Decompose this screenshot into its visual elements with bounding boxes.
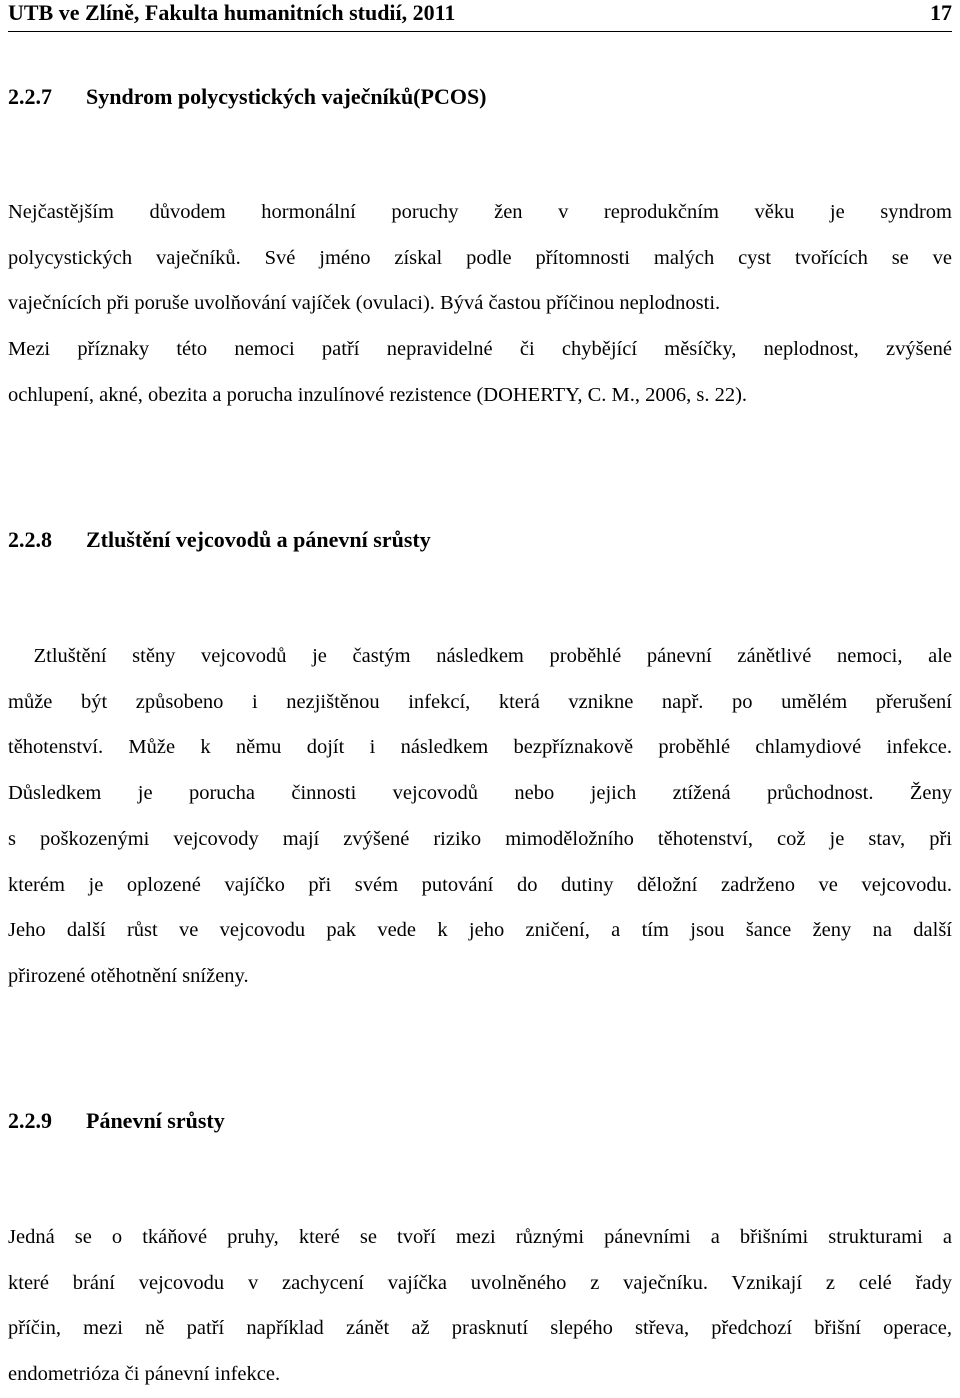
section-heading — [8, 84, 487, 110]
paragraph-line: Jedná se o tkáňové pruhy, které se tvoří mezi různými pánevními a břišními strukturami a — [8, 1226, 952, 1248]
paragraph-line: kterém je oplozené vajíčko při svém putování do dutiny děložní zadrženo ve vejcovodu. — [8, 873, 952, 896]
header-rule — [8, 31, 952, 32]
paragraph-line: které brání vejcovodu v zachycení vajíčka uvolněného z vaječníku. Vznikají z celé řady — [8, 1271, 952, 1294]
paragraph-line: Nejčastějším důvodem hormonální poruchy žen v reprodukčním věku je syndrom — [8, 201, 952, 223]
page-number: 17 — [930, 0, 952, 25]
section-title: Pánevní srůsty — [86, 1108, 225, 1133]
paragraph-line: s poškozenými vejcovody mají zvýšené riziko mimoděložního těhotenství, což je stav, při — [8, 827, 952, 850]
section-number: 2.2.8 — [8, 527, 52, 552]
section-number: 2.2.9 — [8, 1108, 52, 1133]
paragraph — [8, 190, 952, 419]
paragraph-line: polycystických vaječníků. Své jméno získal podle přítomnosti malých cyst tvořících se ve — [8, 246, 952, 269]
section-heading — [8, 527, 431, 553]
header-title: UTB ve Zlíně, Fakulta humanitních studií, 2011 — [8, 0, 456, 25]
page-header — [8, 0, 952, 28]
section-heading — [8, 1108, 225, 1134]
section-number: 2.2.7 — [8, 84, 52, 109]
paragraph-line: příčin, mezi ně patří například zánět až prasknutí slepého střeva, předchozí břišní operace, — [8, 1317, 952, 1340]
paragraph-line: může být způsobeno i nezjištěnou infekcí, která vznikne např. po umělém přerušení — [8, 690, 952, 713]
paragraph-line: Důsledkem je porucha činnosti vejcovodů nebo jejich ztížená průchodnost. Ženy — [8, 782, 952, 805]
paragraph-line: endometrióza či pánevní infekce. — [8, 1363, 281, 1386]
paragraph-line: Ztluštění stěny vejcovodů je častým následkem proběhlé pánevní zánětlivé nemoci, ale — [8, 645, 952, 667]
paragraph-line: Mezi příznaky této nemoci patří nepravidelné či chybějící měsíčky, neplodnost, zvýšené — [8, 338, 952, 361]
section-title: Syndrom polycystických vaječníků(PCOS) — [86, 84, 487, 109]
paragraph-line: vaječnících při poruše uvolňování vajíček (ovulaci). Bývá častou příčinou neplodnosti. — [8, 292, 721, 315]
section-title: Ztluštění vejcovodů a pánevní srůsty — [86, 527, 431, 552]
paragraph-line: ochlupení, akné, obezita a porucha inzulínové rezistence (DOHERTY, C. M., 2006, s. 22). — [8, 383, 748, 406]
paragraph-line: přirozené otěhotnění sníženy. — [8, 964, 249, 987]
paragraph — [8, 634, 952, 1000]
paragraph-line: Jeho další růst ve vejcovodu pak vede k jeho zničení, a tím jsou šance ženy na další — [8, 919, 952, 942]
paragraph — [8, 1215, 952, 1398]
paragraph-line: těhotenství. Může k němu dojít i následkem bezpříznakově proběhlé chlamydiové infekce. — [8, 736, 952, 759]
